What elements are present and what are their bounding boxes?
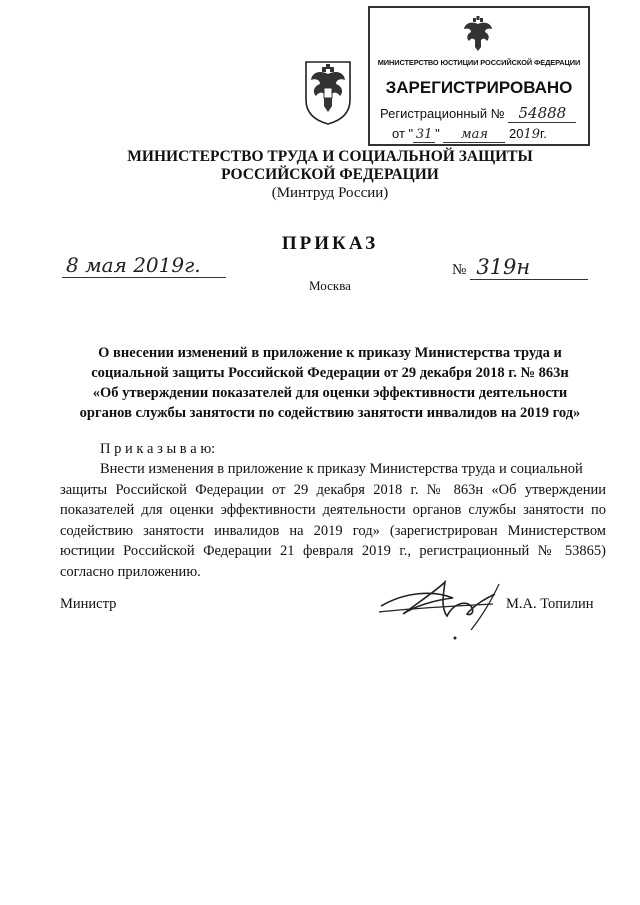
stamp-reg-number-line — [380, 104, 576, 123]
title-line-4: органов службы занятости по содействию занятости инвалидов на 2019 год» — [79, 405, 581, 421]
stamp-date-month: мая — [443, 127, 505, 143]
body-line-6: согласно приложению. — [60, 563, 201, 580]
body-line-4: содействию занятости инвалидов на 2019 год» (зарегистрирован Министерством — [60, 522, 606, 539]
stamp-date-prefix: от — [392, 126, 405, 141]
stamp-reg-label: Регистрационный № — [380, 106, 505, 121]
document-type: ПРИКАЗ — [281, 233, 379, 254]
body-line-2: защиты Российской Федерации от 29 декабря 2018 г. № 863н «Об утверждении — [60, 481, 606, 498]
body-line-5: юстиции Российской Федерации 21 февраля 2019 г., регистрационный № 53865) — [60, 543, 606, 559]
stamp-year-prefix: 20 — [509, 126, 524, 141]
order-body — [60, 459, 606, 582]
stamp-date-line: от " 31 " мая 2019г. — [392, 126, 547, 142]
handwritten-signature — [375, 572, 515, 642]
order-word: П р и к а з ы в а ю: — [100, 441, 216, 457]
coat-of-arms-icon — [302, 60, 354, 126]
stamp-year-suffix: 19 — [523, 127, 541, 142]
title-line-1: О внесении изменений в приложение к приказу Министерства труда и — [98, 345, 562, 361]
registration-stamp — [368, 6, 590, 146]
stamp-year-letter: г. — [540, 126, 547, 141]
ministry-name-line1: МИНИСТЕРСТВО ТРУДА И СОЦИАЛЬНОЙ ЗАЩИТЫ — [127, 148, 533, 165]
stamp-ministry-name: МИНИСТЕРСТВО ЮСТИЦИИ РОССИЙСКОЙ ФЕДЕРАЦИИ — [377, 58, 581, 67]
body-line-3: показателей для оценки эффективности деятельности органов службы занятости по — [60, 502, 606, 518]
body-line-1: Внести изменения в приложение к приказу Министерства труда и социальной — [100, 461, 583, 477]
signatory-position: Министр — [60, 596, 117, 612]
order-number-handwritten: 319н — [470, 255, 588, 280]
order-date-handwritten: 8 мая 2019г. — [62, 253, 226, 278]
city-name: Москва — [309, 278, 351, 293]
title-line-3: «Об утверждении показателей для оценки эффективности деятельности — [92, 385, 568, 401]
stamp-coat-of-arms-icon — [458, 16, 498, 54]
ministry-short-name: (Минтруд России) — [271, 185, 389, 201]
order-number-prefix: № — [452, 262, 467, 278]
title-line-2: социальной защиты Российской Федерации от 29 декабря 2018 г. № 863н — [91, 365, 569, 381]
stamp-reg-number: 54888 — [508, 104, 576, 123]
order-title — [40, 343, 620, 423]
stamp-date-day: 31 — [413, 127, 435, 143]
signatory-name: М.А. Топилин — [506, 596, 594, 612]
order-number-line — [452, 255, 588, 280]
ministry-name-line2: РОССИЙСКОЙ ФЕДЕРАЦИИ — [221, 166, 439, 183]
stamp-registered-label: ЗАРЕГИСТРИРОВАНО — [385, 78, 573, 97]
